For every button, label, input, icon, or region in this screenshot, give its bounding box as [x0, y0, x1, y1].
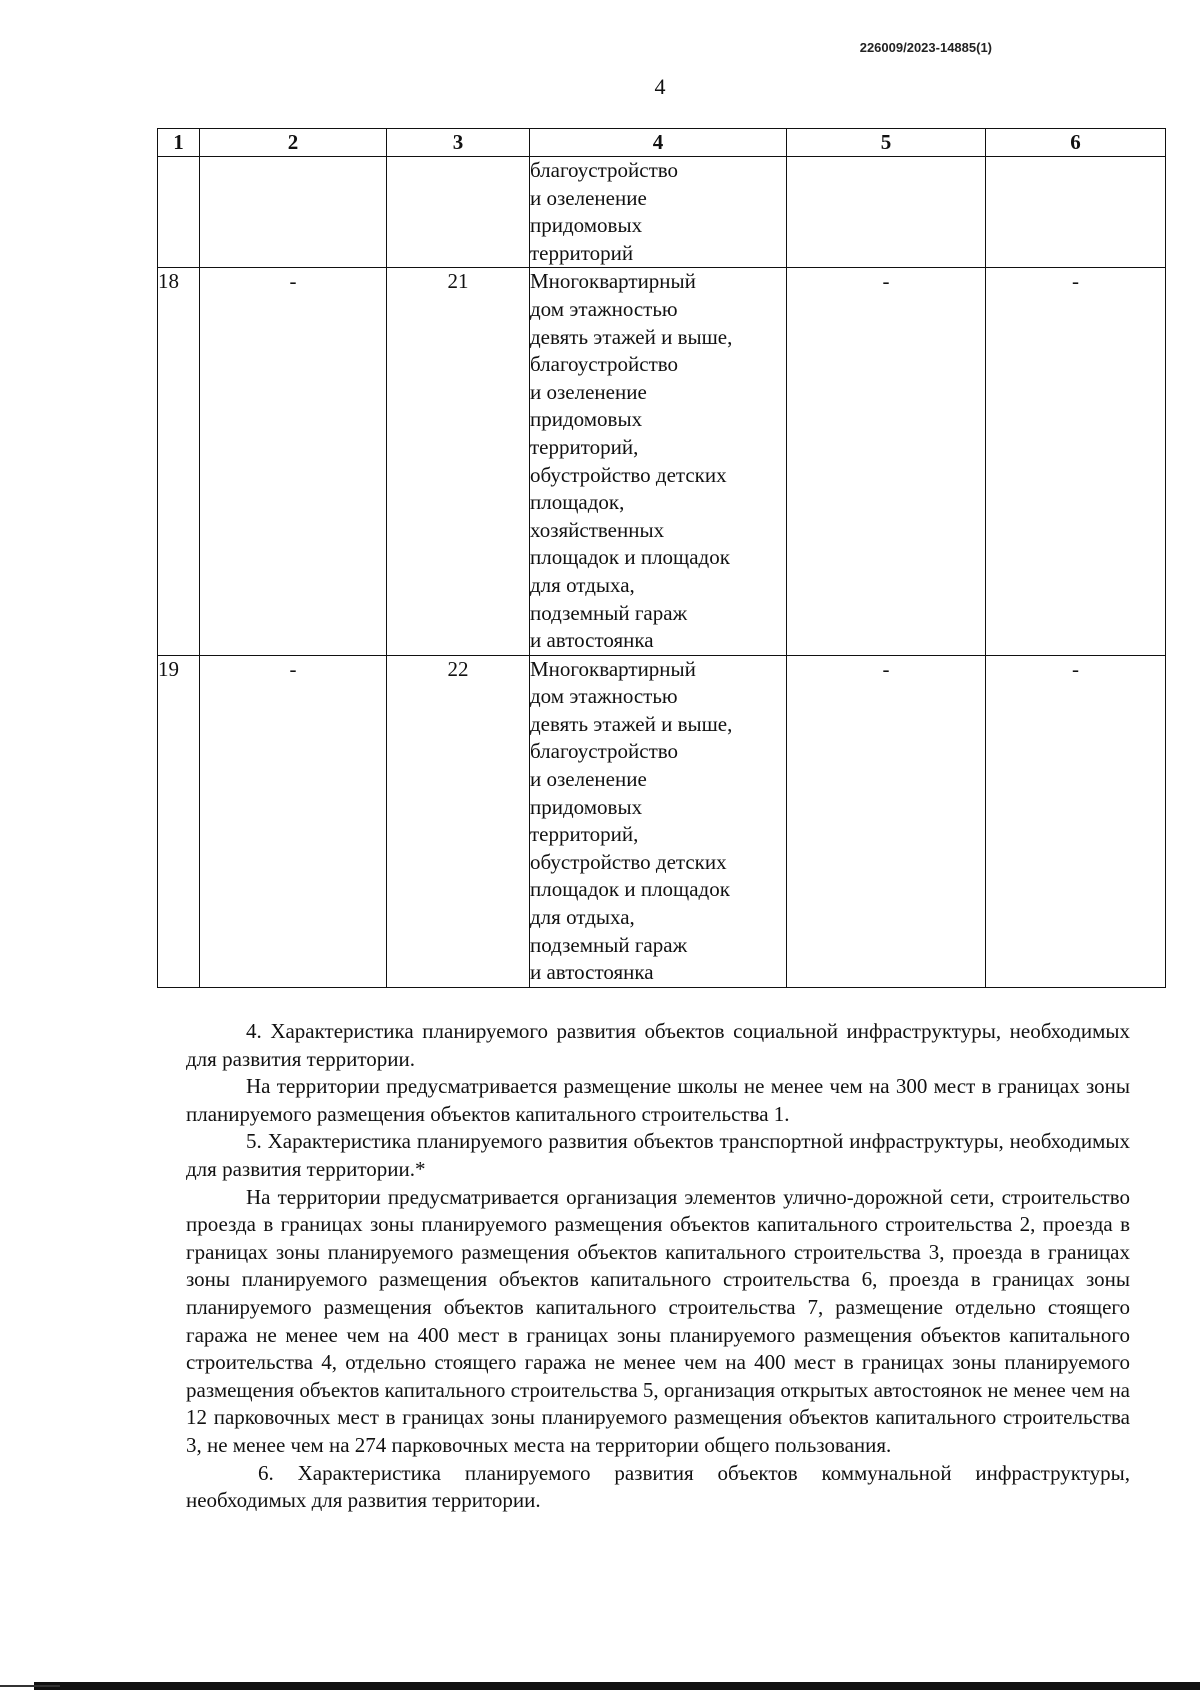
- description-line: девять этажей и выше,: [530, 711, 733, 736]
- description-line: дом этажностью: [530, 296, 678, 321]
- column-header: 5: [787, 129, 986, 157]
- description-line: дом этажностью: [530, 684, 678, 709]
- description-line: площадок и площадок: [530, 877, 730, 902]
- description-line: территорий: [530, 240, 634, 265]
- cell-col2: -: [200, 655, 387, 987]
- description-line: для отдыха,: [530, 905, 635, 930]
- description-line: Многоквартирный: [530, 269, 696, 294]
- cell-zone: [387, 157, 530, 268]
- description-line: благоустройство: [530, 352, 679, 377]
- table-row: [158, 157, 1166, 268]
- cell-zone: 22: [387, 655, 530, 987]
- cell-number: [158, 157, 200, 268]
- paragraph-road-network: На территории предусматривается организация элементов улично-дорожной сети, строительство проезда в границах зоны планируемого размещения объектов капитального строительства 2, проезда в границах зоны планируемого размещения объектов капитального строительства 3, проезда в границах зоны планируемого размещения объектов капитального строительства 6, проезда в границах зоны планируемого размещения объектов капитального строительства 7, размещение отдельно стоящего гаража не менее чем на 400 мест в границах зоны планируемого размещения объектов капитального строительства 4, отдельно стоящего гаража не менее чем на 400 мест в границах зоны планируемого размещения объектов капитального строительства 5, организация открытых автостоянок не менее чем на 12 парковочных мест в границах зоны планируемого размещения объектов капитального строительства 3, не менее чем на 274 парковочных места на территории общего пользования.: [186, 1184, 1130, 1457]
- cell-description: [530, 268, 787, 655]
- cell-number: 19: [158, 655, 200, 987]
- column-header: 4: [530, 129, 787, 157]
- document-number: 226009/2023-14885(1): [859, 40, 992, 55]
- paragraph-communal-infrastructure: 6. Характеристика планируемого развития объектов коммунальной инфраструктуры, необходимых для развития территории.: [186, 1460, 1130, 1513]
- description-line: и автостоянка: [530, 628, 654, 653]
- description-line: придомовых: [530, 794, 643, 819]
- page-number: 4: [654, 74, 666, 99]
- description-line: Многоквартирный: [530, 656, 696, 681]
- column-header: 1: [158, 129, 200, 157]
- scan-edge-line: [0, 1685, 60, 1687]
- cell-col6: -: [986, 655, 1166, 987]
- description-line: обустройство детских: [530, 849, 727, 874]
- description-line: и озеленение: [530, 379, 647, 404]
- description-line: подземный гараж: [530, 932, 688, 957]
- paragraph-social-infrastructure: 4. Характеристика планируемого развития объектов социальной инфраструктуры, необходимых для развития территории.: [186, 1019, 1130, 1071]
- cell-zone: 21: [387, 268, 530, 655]
- description-line: благоустройство: [530, 158, 679, 182]
- scan-edge-bar: [34, 1682, 1200, 1690]
- description-line: придомовых: [530, 407, 643, 432]
- column-header: 2: [200, 129, 387, 157]
- cell-col5: [787, 157, 986, 268]
- paragraph-school: На территории предусматривается размещение школы не менее чем на 300 мест в границах зоны планируемого размещения объектов капитального строительства 1.: [186, 1074, 1130, 1126]
- data-table: [157, 128, 1166, 988]
- description-line: подземный гараж: [530, 600, 688, 625]
- cell-description: [530, 157, 787, 268]
- cell-col2: [200, 157, 387, 268]
- description-line: площадок и площадок: [530, 545, 730, 570]
- description-line: хозяйственных: [530, 517, 665, 542]
- description-line: и озеленение: [530, 767, 647, 792]
- table-row: [158, 655, 1166, 987]
- cell-number: 18: [158, 268, 200, 655]
- table-row: [158, 268, 1166, 655]
- cell-col6: -: [986, 268, 1166, 655]
- description-line: и озеленение: [530, 185, 647, 210]
- description-line: территорий,: [530, 822, 639, 847]
- body-text: [186, 1018, 1130, 1515]
- column-header: 6: [986, 129, 1166, 157]
- description-line: придомовых: [530, 213, 643, 238]
- cell-col5: -: [787, 655, 986, 987]
- description-line: для отдыха,: [530, 572, 635, 597]
- column-header: 3: [387, 129, 530, 157]
- cell-description: [530, 655, 787, 987]
- description-line: девять этажей и выше,: [530, 324, 733, 349]
- cell-col6: [986, 157, 1166, 268]
- description-line: и автостоянка: [530, 960, 654, 985]
- cell-col5: -: [787, 268, 986, 655]
- table-header-row: [158, 129, 1166, 157]
- description-line: территорий,: [530, 434, 639, 459]
- description-line: благоустройство: [530, 739, 679, 764]
- paragraph-transport-infrastructure: 5. Характеристика планируемого развития объектов транспортной инфраструктуры, необходимых для развития территории.*: [186, 1129, 1130, 1181]
- description-line: площадок,: [530, 490, 625, 515]
- cell-col2: -: [200, 268, 387, 655]
- description-line: обустройство детских: [530, 462, 727, 487]
